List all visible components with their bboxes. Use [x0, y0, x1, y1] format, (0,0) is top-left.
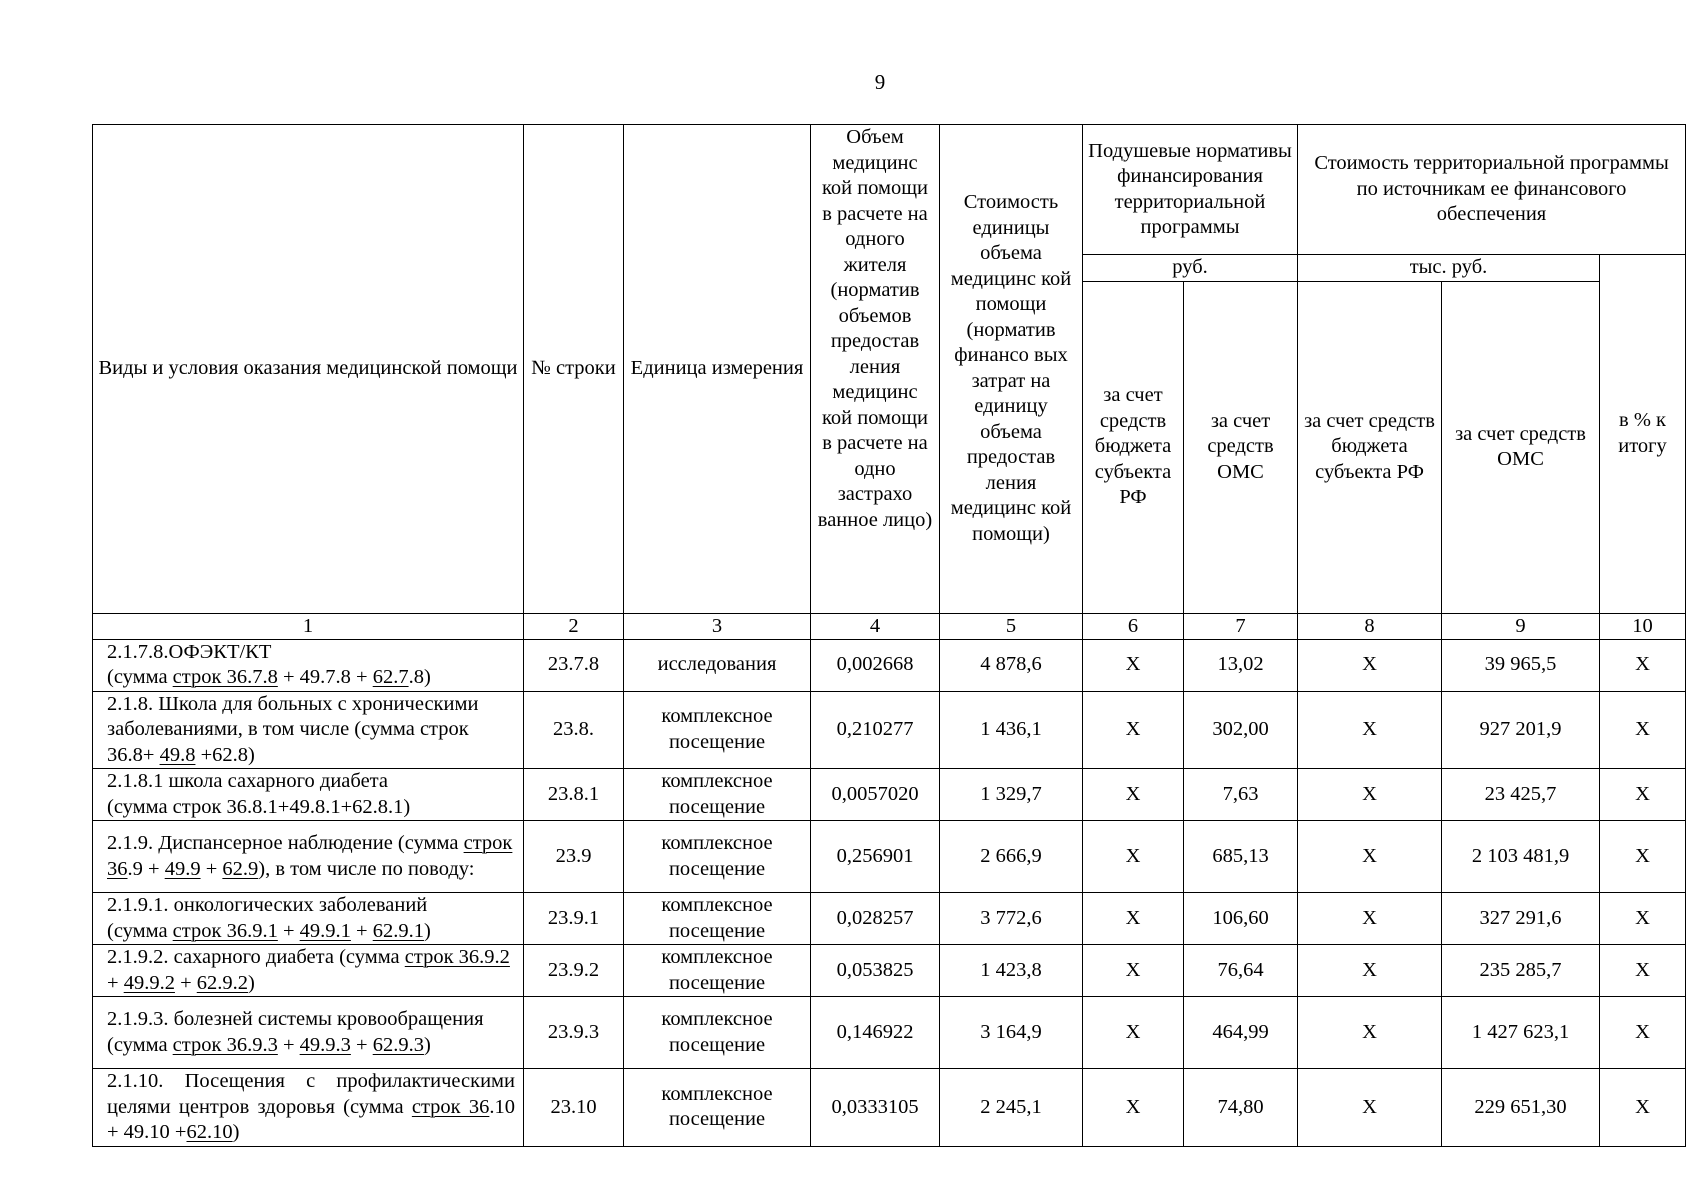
care-type-name-cell [93, 691, 524, 769]
care-type-text: 2.1.10. Посещения с профилактическими целями центров здоровья (сумма [107, 1070, 515, 1118]
per-capita-oms-cell: 106,60 [1184, 893, 1298, 945]
care-type-name-cell [93, 639, 524, 691]
unit-cell: комплексное посещение [624, 691, 811, 769]
care-type-text: ) [232, 1121, 240, 1143]
row-reference-link: строк 36 [107, 832, 513, 880]
volume-cell: 0,028257 [811, 893, 940, 945]
per-capita-budget-cell: X [1083, 997, 1184, 1069]
row-number-cell: 23.9.3 [524, 997, 624, 1069]
table-row [93, 769, 1686, 821]
care-type-text: ), в том числе по поводу: [258, 857, 475, 880]
row-number-cell: 23.9 [524, 821, 624, 893]
column-number: 5 [940, 613, 1083, 639]
header-unit-cost: Стоимость единицы объема медицинс кой помощи (норматив финансо вых затрат на единицу объема предостав ления медицинс кой помощи) [940, 125, 1083, 614]
territorial-program-table [92, 124, 1686, 1147]
column-number: 1 [93, 613, 524, 639]
percent-cell: X [1600, 945, 1686, 997]
cost-oms-cell: 229 651,30 [1442, 1069, 1600, 1147]
care-type-text: 2.1.9.3. болезней системы кровообращения (сумма [107, 1008, 484, 1056]
table-row [93, 821, 1686, 893]
care-type-name-cell [93, 821, 524, 893]
percent-cell: X [1600, 639, 1686, 691]
care-type-name-cell [93, 769, 524, 821]
header-unit-of-measure: Единица измерения [624, 125, 811, 614]
cost-oms-cell: 235 285,7 [1442, 945, 1600, 997]
column-number: 4 [811, 613, 940, 639]
care-type-text: .8) [408, 666, 431, 688]
care-type-text: ) [248, 971, 255, 994]
column-number: 6 [1083, 613, 1184, 639]
care-type-text: + 49.7.8 + [277, 666, 373, 688]
unit-cell: комплексное посещение [624, 997, 811, 1069]
per-capita-budget-cell: X [1083, 769, 1184, 821]
volume-cell: 0,0333105 [811, 1069, 940, 1147]
per-capita-oms-cell: 7,63 [1184, 769, 1298, 821]
per-capita-oms-cell: 74,80 [1184, 1069, 1298, 1147]
unit-cell: исследования [624, 639, 811, 691]
cost-budget-cell: X [1298, 997, 1442, 1069]
percent-cell: X [1600, 821, 1686, 893]
care-type-text: 2.1.7.8.ОФЭКТ/КТ [107, 640, 272, 663]
cost-oms-cell: 1 427 623,1 [1442, 997, 1600, 1069]
row-number-cell: 23.10 [524, 1069, 624, 1147]
cost-budget-cell: X [1298, 769, 1442, 821]
unit-cost-cell: 3 772,6 [940, 893, 1083, 945]
cost-oms-cell: 327 291,6 [1442, 893, 1600, 945]
care-type-text: + [350, 919, 373, 942]
header-unit-thousand-rub: тыс. руб. [1298, 255, 1600, 282]
cost-budget-cell: X [1298, 691, 1442, 769]
header-cost-oms: за счет средств ОМС [1442, 281, 1600, 613]
unit-cost-cell: 4 878,6 [940, 639, 1083, 691]
row-reference-link: 49.9.1 [299, 919, 351, 942]
table-row [93, 1069, 1686, 1147]
volume-cell: 0,256901 [811, 821, 940, 893]
care-type-text: .9 + [127, 857, 165, 880]
column-number: 8 [1298, 613, 1442, 639]
header-row-number: № строки [524, 125, 624, 614]
row-reference-link: 49.9.3 [299, 1033, 351, 1056]
row-reference-link: 49.9 [164, 857, 201, 880]
cost-oms-cell: 2 103 481,9 [1442, 821, 1600, 893]
percent-cell: X [1600, 769, 1686, 821]
unit-cost-cell: 1 436,1 [940, 691, 1083, 769]
cost-budget-cell: X [1298, 945, 1442, 997]
cost-budget-cell: X [1298, 1069, 1442, 1147]
care-type-text: (сумма строк 36.8.1+49.8.1+62.8.1) [107, 795, 411, 818]
care-type-text: + [107, 971, 124, 994]
unit-cell: комплексное посещение [624, 893, 811, 945]
care-type-text: 2.1.9.2. сахарного диабета (сумма [107, 946, 405, 968]
per-capita-budget-cell: X [1083, 945, 1184, 997]
care-type-name-cell [93, 1069, 524, 1147]
unit-cell: комплексное посещение [624, 945, 811, 997]
unit-cost-cell: 3 164,9 [940, 997, 1083, 1069]
care-type-text: 2.1.8. Школа для больных с хроническими заболеваниями, в том числе (сумма строк 36.8+ [107, 692, 479, 766]
page-number: 9 [874, 70, 886, 94]
column-number: 3 [624, 613, 811, 639]
care-type-name-cell [93, 997, 524, 1069]
header-program-cost: Стоимость территориальной программы по источникам ее финансового обеспечения [1298, 125, 1686, 255]
unit-cell: комплексное посещение [624, 1069, 811, 1147]
table-row [93, 945, 1686, 997]
unit-cost-cell: 1 329,7 [940, 769, 1083, 821]
row-reference-link: 62.7 [372, 666, 409, 688]
row-number-cell: 23.7.8 [524, 639, 624, 691]
row-number-cell: 23.8. [524, 691, 624, 769]
header-percent-of-total: в % к итогу [1600, 255, 1686, 614]
header-unit-rub: руб. [1083, 255, 1298, 282]
volume-cell: 0,053825 [811, 945, 940, 997]
volume-cell: 0,002668 [811, 639, 940, 691]
column-number: 2 [524, 613, 624, 639]
per-capita-budget-cell: X [1083, 691, 1184, 769]
unit-cost-cell: 2 245,1 [940, 1069, 1083, 1147]
care-type-text: ) [423, 919, 431, 942]
cost-budget-cell: X [1298, 893, 1442, 945]
row-reference-link: строк 36.7.8 [172, 666, 278, 688]
row-reference-link: 49.9.2 [123, 971, 175, 994]
table-row [93, 691, 1686, 769]
care-type-text: (сумма [107, 919, 173, 942]
table-row [93, 997, 1686, 1069]
care-type-text: + [350, 1033, 373, 1056]
header-per-capita-oms: за счет средств ОМС [1184, 281, 1298, 613]
row-reference-link: 62.9.1 [372, 919, 424, 942]
table-row [93, 639, 1686, 691]
row-number-cell: 23.9.1 [524, 893, 624, 945]
column-number: 10 [1600, 613, 1686, 639]
row-reference-link: строк 36 [411, 1095, 490, 1118]
per-capita-budget-cell: X [1083, 893, 1184, 945]
percent-cell: X [1600, 997, 1686, 1069]
table-row [93, 893, 1686, 945]
care-type-text: 2.1.9.1. онкологических заболеваний [107, 894, 428, 916]
row-reference-link: 62.9.2 [196, 971, 248, 994]
unit-cell: комплексное посещение [624, 821, 811, 893]
per-capita-oms-cell: 464,99 [1184, 997, 1298, 1069]
header-kinds-conditions: Виды и условия оказания медицинской помощи [93, 125, 524, 614]
row-reference-link: 62.9 [222, 857, 259, 880]
header-per-capita-standards: Подушевые нормативы финансирования территориальной программы [1083, 125, 1298, 255]
unit-cell: комплексное посещение [624, 769, 811, 821]
row-reference-link: 62.10 [186, 1121, 233, 1143]
percent-cell: X [1600, 893, 1686, 945]
per-capita-oms-cell: 13,02 [1184, 639, 1298, 691]
care-type-text: + [200, 857, 223, 880]
per-capita-budget-cell: X [1083, 821, 1184, 893]
per-capita-budget-cell: X [1083, 1069, 1184, 1147]
care-type-text: (сумма [107, 666, 173, 688]
per-capita-oms-cell: 302,00 [1184, 691, 1298, 769]
row-number-cell: 23.8.1 [524, 769, 624, 821]
volume-cell: 0,210277 [811, 691, 940, 769]
column-number: 9 [1442, 613, 1600, 639]
cost-oms-cell: 39 965,5 [1442, 639, 1600, 691]
header-per-capita-budget: за счет средств бюджета субъекта РФ [1083, 281, 1184, 613]
volume-cell: 0,0057020 [811, 769, 940, 821]
care-type-text: .10 + 49.10 + [107, 1095, 515, 1143]
row-reference-link: строк 36.9.2 [404, 946, 510, 968]
cost-budget-cell: X [1298, 639, 1442, 691]
care-type-text: 2.1.9. Диспансерное наблюдение (сумма [107, 832, 464, 854]
header-cost-budget: за счет средств бюджета субъекта РФ [1298, 281, 1442, 613]
row-reference-link: строк 36.9.1 [172, 919, 278, 942]
unit-cost-cell: 1 423,8 [940, 945, 1083, 997]
cost-oms-cell: 23 425,7 [1442, 769, 1600, 821]
unit-cost-cell: 2 666,9 [940, 821, 1083, 893]
row-reference-link: строк 36.9.3 [172, 1033, 278, 1056]
care-type-text: 2.1.8.1 школа сахарного диабета [107, 770, 388, 792]
care-type-text: +62.8) [195, 743, 255, 766]
cost-oms-cell: 927 201,9 [1442, 691, 1600, 769]
care-type-text: + [277, 1033, 300, 1056]
per-capita-budget-cell: X [1083, 639, 1184, 691]
column-number: 7 [1184, 613, 1298, 639]
care-type-name-cell [93, 893, 524, 945]
column-numbers-row [93, 613, 1686, 639]
percent-cell: X [1600, 691, 1686, 769]
care-type-text: + [277, 919, 300, 942]
header-volume-per-resident: Объем медицинс кой помощи в расчете на одного жителя (норматив объемов предостав ления медицинс кой помощи в расчете на одно застрахо ванное лицо) [811, 125, 940, 614]
percent-cell: X [1600, 1069, 1686, 1147]
cost-budget-cell: X [1298, 821, 1442, 893]
care-type-text: + [174, 971, 197, 994]
per-capita-oms-cell: 76,64 [1184, 945, 1298, 997]
care-type-text: ) [423, 1033, 431, 1056]
row-number-cell: 23.9.2 [524, 945, 624, 997]
care-type-name-cell [93, 945, 524, 997]
volume-cell: 0,146922 [811, 997, 940, 1069]
per-capita-oms-cell: 685,13 [1184, 821, 1298, 893]
row-reference-link: 49.8 [159, 743, 196, 766]
row-reference-link: 62.9.3 [372, 1033, 424, 1056]
